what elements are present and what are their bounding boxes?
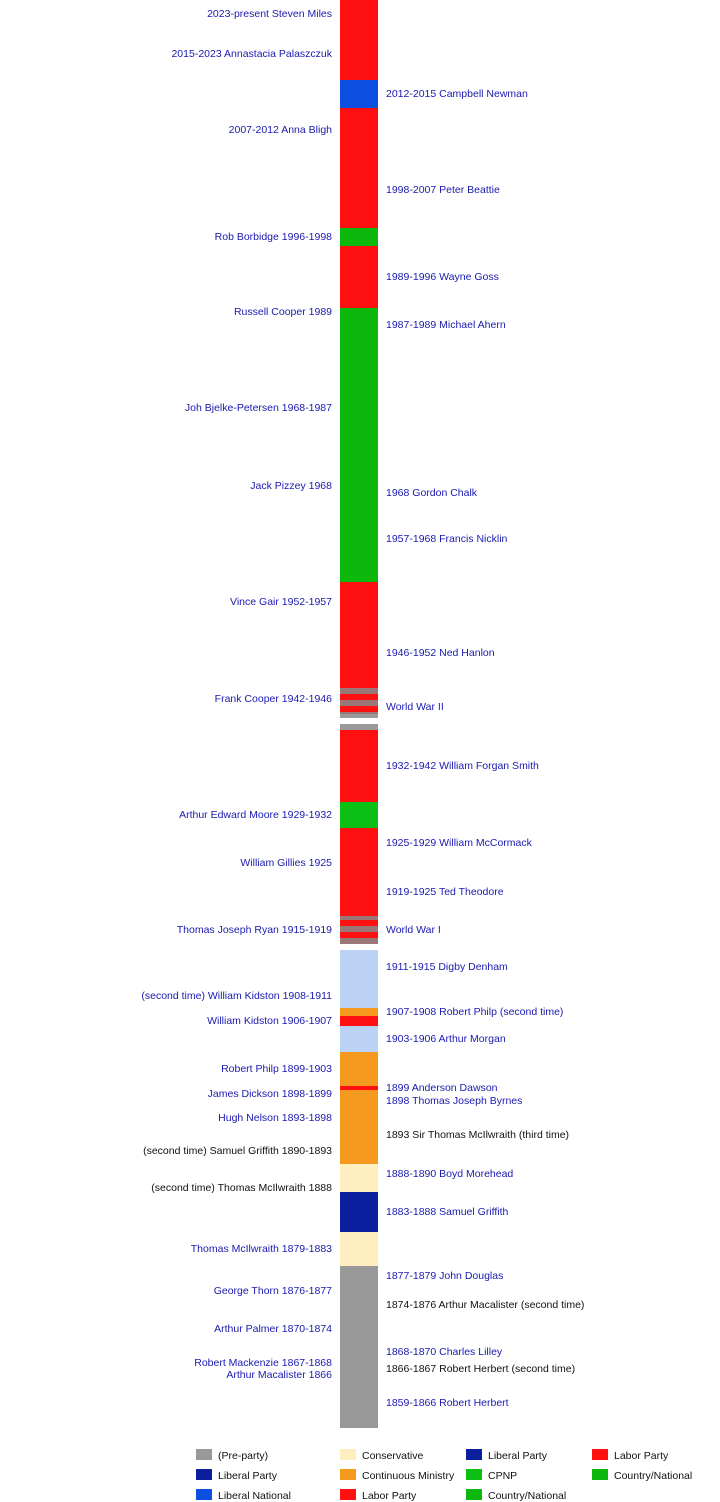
- timeline-segment[interactable]: [340, 1192, 378, 1232]
- segment-label: Rob Borbidge 1996-1998: [214, 231, 332, 243]
- legend-item: [340, 1469, 454, 1482]
- timeline-segment[interactable]: [340, 858, 378, 868]
- legend-item: [340, 1489, 416, 1502]
- legend-item: [340, 1449, 423, 1462]
- legend-swatch: [340, 1489, 356, 1500]
- segment-label: Arthur Palmer 1870-1874: [214, 1323, 332, 1335]
- segment-label: 1932-1942 William Forgan Smith: [386, 760, 539, 772]
- segment-label: (second time) William Kidston 1908-1911: [141, 990, 332, 1002]
- legend-item: [466, 1469, 517, 1482]
- legend-label: Labor Party: [362, 1490, 417, 1502]
- segment-label: 1899 Anderson Dawson: [386, 1082, 498, 1094]
- segment-label: 1968 Gordon Chalk: [386, 487, 478, 499]
- timeline-segment[interactable]: [340, 828, 378, 858]
- legend-item: [592, 1449, 668, 1462]
- legend-item: [592, 1469, 692, 1482]
- legend-swatch: [340, 1449, 356, 1460]
- segment-label: James Dickson 1898-1899: [207, 1088, 332, 1100]
- timeline-segment[interactable]: [340, 1378, 378, 1428]
- segment-label: Thomas McIlwraith 1879-1883: [190, 1243, 332, 1255]
- legend-swatch: [196, 1449, 212, 1460]
- segment-label: Joh Bjelke-Petersen 1968-1987: [184, 402, 332, 414]
- segment-label: William Kidston 1906-1907: [207, 1015, 332, 1027]
- timeline-segment[interactable]: [340, 496, 378, 582]
- segment-label: 1957-1968 Francis Nicklin: [386, 533, 508, 545]
- segment-label: Russell Cooper 1989: [233, 306, 332, 318]
- legend-item: [466, 1489, 566, 1502]
- timeline-segment[interactable]: [340, 1052, 378, 1086]
- legend-label: CPNP: [488, 1470, 518, 1482]
- legend-swatch: [196, 1489, 212, 1500]
- timeline-segment[interactable]: [340, 868, 378, 916]
- segment-label: 1859-1866 Robert Herbert: [386, 1397, 509, 1409]
- segment-label: (second time) Thomas McIlwraith 1888: [151, 1182, 332, 1194]
- legend-swatch: [340, 1469, 356, 1480]
- war-overlay: [340, 916, 378, 944]
- timeline-segment[interactable]: [340, 984, 378, 1008]
- segment-label: World War II: [386, 701, 444, 713]
- segment-label: 1888-1890 Boyd Morehead: [386, 1168, 514, 1180]
- timeline-segment[interactable]: [340, 1016, 378, 1026]
- timeline-segment[interactable]: [340, 246, 378, 308]
- legend-label: Country/National: [614, 1470, 693, 1482]
- segment-label: 2007-2012 Anna Bligh: [228, 124, 332, 136]
- timeline-segment[interactable]: [340, 1314, 378, 1344]
- legend-label: Country/National: [488, 1490, 567, 1502]
- timeline-segment[interactable]: [340, 622, 378, 684]
- timeline-segment[interactable]: [340, 1266, 378, 1286]
- timeline-segment[interactable]: [340, 0, 378, 28]
- segment-label: George Thorn 1876-1877: [213, 1285, 332, 1297]
- war-overlay: [340, 684, 378, 730]
- legend-swatch: [196, 1469, 212, 1480]
- timeline-segment[interactable]: [340, 308, 378, 316]
- segment-label: Vince Gair 1952-1957: [230, 596, 332, 608]
- legend-label: Labor Party: [614, 1450, 669, 1462]
- segment-label: 1998-2007 Peter Beattie: [386, 184, 500, 196]
- timeline-segment[interactable]: [340, 1090, 378, 1098]
- timeline-segment[interactable]: [340, 1026, 378, 1052]
- segment-label: (second time) Samuel Griffith 1890-1893: [143, 1145, 332, 1157]
- segment-label: Jack Pizzey 1968: [250, 480, 332, 492]
- segment-label: Arthur Macalister 1866: [226, 1369, 332, 1381]
- segment-label: 2023-present Steven Miles: [207, 8, 332, 20]
- timeline-segment[interactable]: [340, 28, 378, 80]
- segment-label: Robert Philp 1899-1903: [221, 1063, 332, 1075]
- segment-label: William Gillies 1925: [240, 857, 332, 869]
- timeline-segment[interactable]: [340, 1344, 378, 1360]
- segment-label: 1874-1876 Arthur Macalister (second time): [386, 1299, 585, 1311]
- segment-label: 1911-1915 Digby Denham: [386, 961, 508, 973]
- legend-swatch: [466, 1469, 482, 1480]
- segment-label: Hugh Nelson 1893-1898: [218, 1112, 332, 1124]
- timeline-segment[interactable]: [340, 1164, 378, 1184]
- timeline-segment[interactable]: [340, 80, 378, 108]
- segment-label: 1903-1906 Arthur Morgan: [386, 1033, 506, 1045]
- timeline-segment[interactable]: [340, 582, 378, 622]
- segment-label: 1925-1929 William McCormack: [386, 837, 532, 849]
- segment-label: 1866-1867 Robert Herbert (second time): [386, 1363, 576, 1375]
- timeline-segment[interactable]: [340, 228, 378, 246]
- legend-label: (Pre-party): [218, 1450, 269, 1462]
- legend-item: [466, 1449, 547, 1462]
- segment-label: Frank Cooper 1942-1946: [214, 693, 332, 705]
- legend-label: Liberal National: [218, 1490, 291, 1502]
- segment-label: Thomas Joseph Ryan 1915-1919: [176, 924, 332, 936]
- legend-swatch: [592, 1449, 608, 1460]
- timeline-segment[interactable]: [340, 152, 378, 228]
- timeline-segment[interactable]: [340, 1296, 378, 1314]
- legend-item: [196, 1469, 277, 1482]
- segment-label: 1893 Sir Thomas McIlwraith (third time): [386, 1129, 570, 1141]
- timeline-segment[interactable]: [340, 1138, 378, 1164]
- segment-label: 2012-2015 Campbell Newman: [386, 88, 528, 100]
- segment-label: Robert Mackenzie 1867-1868: [194, 1357, 332, 1369]
- legend-label: Liberal Party: [488, 1450, 547, 1462]
- legend-label: Continuous Ministry: [362, 1470, 455, 1482]
- timeline-segment[interactable]: [340, 802, 378, 828]
- segment-label: 1946-1952 Ned Hanlon: [386, 647, 495, 659]
- timeline-segment[interactable]: [340, 1286, 378, 1296]
- timeline-segment[interactable]: [340, 108, 378, 152]
- legend-swatch: [592, 1469, 608, 1480]
- segment-label: Arthur Edward Moore 1929-1932: [179, 809, 332, 821]
- segment-label: 1898 Thomas Joseph Byrnes: [386, 1095, 523, 1107]
- timeline-segment[interactable]: [340, 1232, 378, 1266]
- timeline-segment[interactable]: [340, 950, 378, 984]
- legend-item: [196, 1489, 291, 1502]
- legend-label: Liberal Party: [218, 1470, 277, 1482]
- segment-label: 1919-1925 Ted Theodore: [386, 886, 504, 898]
- legend-swatch: [466, 1449, 482, 1460]
- segment-label: 1883-1888 Samuel Griffith: [386, 1206, 509, 1218]
- legend-label: Conservative: [362, 1450, 424, 1462]
- legend-swatch: [466, 1489, 482, 1500]
- legend-item: [196, 1449, 268, 1462]
- timeline-segment[interactable]: [340, 316, 378, 334]
- segment-label: 1868-1870 Charles Lilley: [386, 1346, 503, 1358]
- timeline-segment[interactable]: [340, 334, 378, 482]
- segment-label: World War I: [386, 924, 441, 936]
- segment-label: 2015-2023 Annastacia Palaszczuk: [171, 48, 332, 60]
- segment-label: 1989-1996 Wayne Goss: [386, 271, 499, 283]
- timeline-segment[interactable]: [340, 1104, 378, 1132]
- segment-label: 1907-1908 Robert Philp (second time): [386, 1006, 564, 1018]
- segment-label: 1877-1879 John Douglas: [386, 1270, 504, 1282]
- chart-legend: [0, 1435, 720, 1500]
- timeline-segment[interactable]: [340, 482, 378, 490]
- timeline-segment[interactable]: [340, 730, 378, 802]
- timeline-segment[interactable]: [340, 1008, 378, 1016]
- timeline-segment[interactable]: [340, 1184, 378, 1192]
- segment-label: 1987-1989 Michael Ahern: [386, 319, 506, 331]
